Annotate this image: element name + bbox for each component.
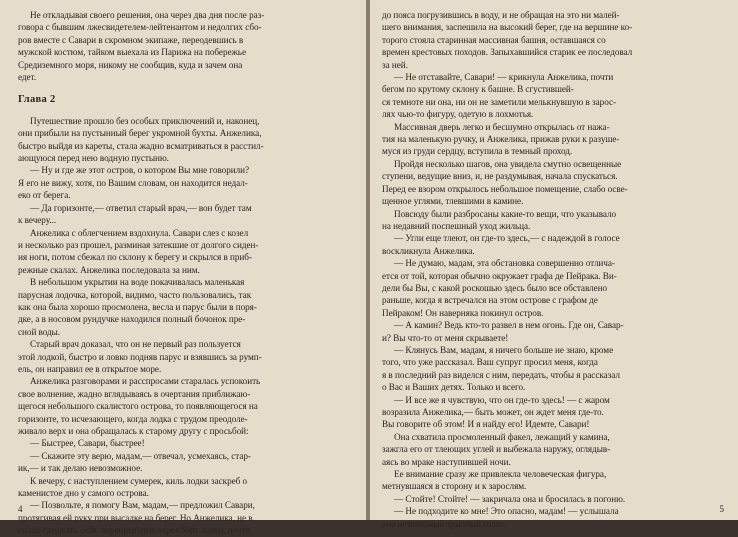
page-number: 5 bbox=[719, 504, 724, 514]
paragraph: — Не отставайте, Савари! — крикнула Анжелика, почти бегом по крутому склону к башне. В сгустившей- ся темноте ни она, ни он не заметили мелькнувшую в зарос- лях чью-то фигуру, одетую в лохмотья. bbox=[382, 72, 617, 120]
paragraph: Путешествие прошло без особых приключений и, наконец, они прибыли на пустынный берег укромной бухты. Анжелика, быстро выйдя из кареты, стала жадно всматриваться в расстил- ающуюся перед нею водную пустыню. bbox=[18, 115, 264, 164]
paragraph: — Позвольте, я помогу Вам, мадам,— предложил Савари, протягивая ей руку при высадке на берег. Но Анжелика, не в силах сдержать себя, перепрыгнула через борт лодки, почти bbox=[18, 500, 255, 536]
right-page bbox=[370, 0, 738, 529]
right-text-block bbox=[382, 9, 718, 530]
paragraph: до пояса погрузившись в воду, и не обращая на это ни малей- шего внимания, заспешила на высокий берег, где на вершине ко- торого стояла старинная массивная башня, оставшаяся со времен крестовых походов. Запыхавшийся старик ее последовал за ней. bbox=[382, 10, 633, 70]
paragraph: — И все же я чувствую, что он где-то здесь! — с жаром возразила Анжелика,— быть может, он ждет меня где-то. Вы говорите об этом! И я найду его! Идемте, Савари! bbox=[382, 394, 610, 430]
paragraph: — Клянусь Вам, мадам, я ничего больше не знаю, кроме того, что уже рассказал. Ваш супруг просил меня, когда я в последний раз виделся с ним, передать, чтобы я рассказал о Вас и Ваших детях. Только и всего. bbox=[382, 344, 620, 393]
paragraph: К вечеру, с наступлением сумерек, киль лодки заскреб о каменистое дно у самого острова. bbox=[18, 475, 248, 499]
paragraph: В небольшом укрытии на воде покачивалась маленькая парусная лодочка, которой, видимо, часто пользовались, так как она была хорошо просмолена, весла и парус были в поря- дке, а в носовом рундучке находился полный бочонок пре- сной воды. bbox=[18, 277, 257, 337]
paragraph: Анжелика с облегчением вздохнула. Савари слез с козел и несколько раз прошел, разминая затекшие от долгого сиден- ия ноги, потом сбежал по склону к берегу и скрылся в приб- режные скалах. Анжелика последовала за ним. bbox=[18, 227, 259, 275]
paragraph: — Стойте! Стойте! — закричала она и бросилась в погоню. bbox=[394, 493, 626, 504]
left-text-block bbox=[18, 9, 356, 537]
paragraph: — Ну и где же этот остров, о котором Вы мне говорили? Я его не вижу, хотя, по Вашим словам, он находится недал- еко от берега. bbox=[18, 165, 250, 201]
paragraph: Массивная дверь легко и бесшумно открылась от нажа- тия на маленькую ручку, и Анжелика, прижав руки к разуше- муся из груди сердцу, вступила в темный проход. bbox=[382, 121, 620, 157]
chapter-heading: Глава 2 bbox=[18, 94, 56, 106]
paragraph: Не откладывая своего решения, она через два дня после раз- говора с бывшим лжесвидетелем-лейтенантом и недолгих сбо- ров вместе с Савари в скромном экипаже, переодевшись в мужской костюм, тайком выехала из Парижа на побережье Средиземного моря, никому не сообщив, куда и зачем она едет. bbox=[18, 10, 265, 83]
paragraph: — Не подходите ко мне! Это опасно, мадам! — услышала она незнакомый хриплый голос. bbox=[382, 506, 619, 529]
page-number: 4 bbox=[18, 504, 23, 514]
paragraph: — А камин? Ведь кто-то развел в нем огонь. Где он, Савар- и? Вы что-то от меня скрываете! bbox=[382, 320, 624, 343]
paragraph: Повсюду были разбросаны какие-то вещи, что указывало на недавний поспешный уход жильца. bbox=[382, 208, 617, 231]
paragraph: Анжелика разговорами и расспросами старалась успокоить свое волнение, жадно вглядываясь в очертания приближаю- щегося небольшого скалистого острова, то появляющегося на горизонте, то исчезающего, когда лодка с трудом преодоле- живало верх и она обращалась к старому другу с просьбой: bbox=[18, 376, 261, 436]
paragraph: — Скажите эту верю, мадам,— отвечал, усмехаясь, стар- ик,— и так делаю невозможное. bbox=[18, 450, 251, 474]
paragraph: Она схватила просмоленный факел, лежащий у камина, зажгла его от тлеющих углей и выбежала наружу, оглядыв- аясь во мраке наступившей ночи. bbox=[382, 431, 611, 467]
paragraph: — Быстрее, Савари, быстрее! bbox=[30, 438, 145, 449]
paragraph: — Угли еще тлеют, он где-то здесь,— с надеждой в голосе воскликнула Анжелика. bbox=[382, 233, 620, 256]
paragraph: — Не думаю, мадам, эта обстановка совершенно отлича- ется от той, которая обычно окружает графа де Пейрака. Ви- дели бы Вы, с какой роскошью здесь было все обставлено раньше, когда я встречался на этом острове с графом де Пейраком! Он наверняка покинул остров. bbox=[382, 258, 617, 318]
paragraph: Пройдя несколько шагов, она увидела смутно освещенные ступени, ведущие вниз, и, не раздумывая, начала спускаться. Перед ее взором открылось небольшое помещение, слабо осве- щенное углями, тлевшими в камине. bbox=[382, 158, 628, 207]
paragraph: Ее внимание сразу же привлекла человеческая фигура, метнувшаяся в сторону и к зарослям. bbox=[382, 469, 607, 492]
paragraph: Старый врач доказал, что он не первый раз пользуется этой лодкой, быстро и ловко подняв парус и взявшись за румп- ель, он направил ее в открытое море. bbox=[18, 339, 262, 374]
paragraph: — Да горизонте,— ответил старый врач,— вон будет там к вечеру... bbox=[18, 202, 252, 226]
left-page bbox=[0, 0, 368, 536]
